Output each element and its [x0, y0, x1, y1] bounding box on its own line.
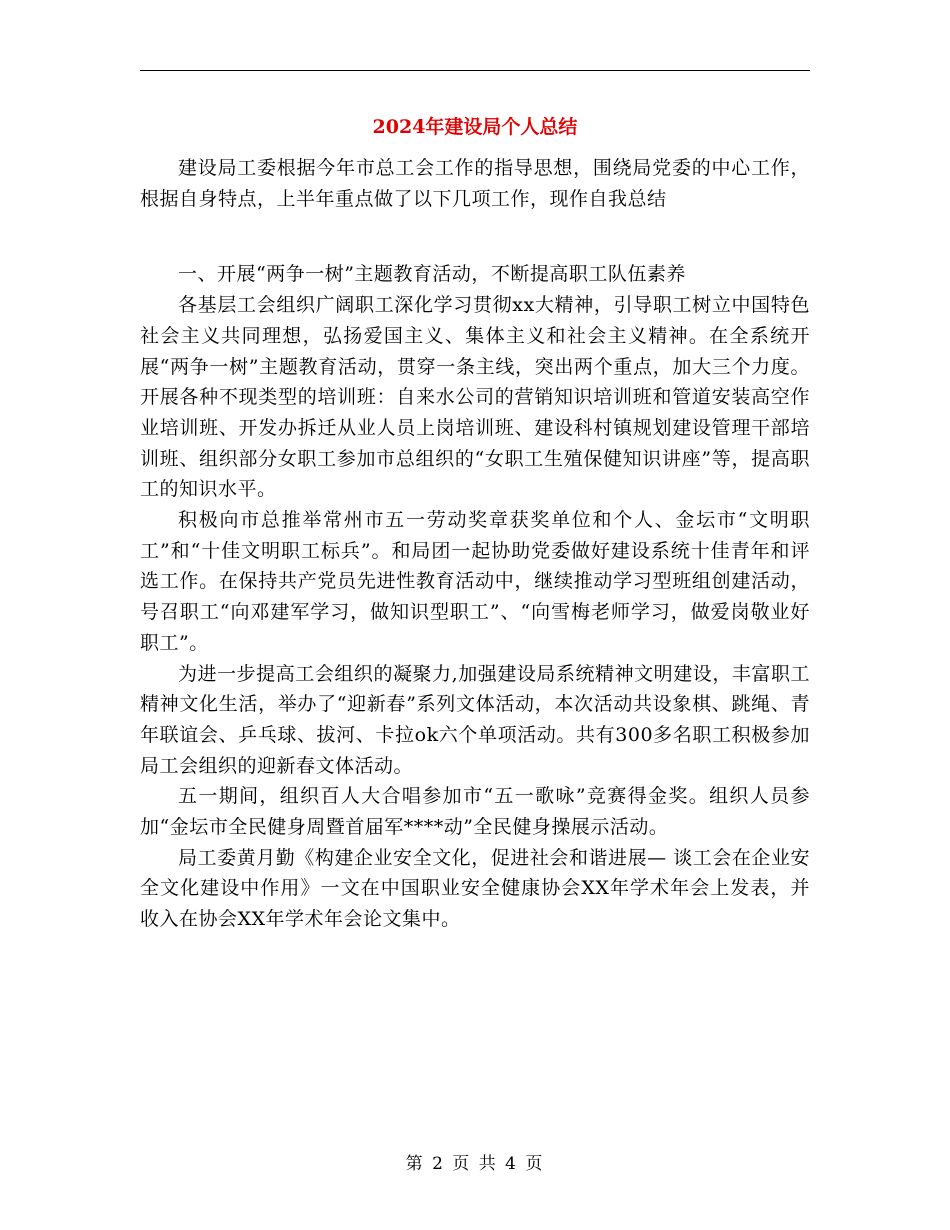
- body-paragraph: 为进一步提高工会组织的凝聚力,加强建设局系统精神文明建设，丰富职工精神文化生活，举办了“迎新春”系列文体活动，本次活动共设象棋、跳绳、青年联谊会、乒乓球、拔河、卡拉ok六个单项活动。共有300多名职工积极参加局工会组织的迎新春文体活动。: [140, 662, 810, 777]
- paragraph-spacer: [140, 214, 810, 259]
- document-body: [140, 153, 810, 935]
- body-paragraph: 各基层工会组织广阔职工深化学习贯彻xx大精神，引导职工树立中国特色社会主义共同理想，弘扬爱国主义、集体主义和社会主义精神。在全系统开展“两争一树”主题教育活动，贯穿一条主线，突出两个重点，加大三个力度。开展各种不现类型的培训班：自来水公司的营销知识培训班和管道安装高空作业培训班、开发办拆迁从业人员上岗培训班、建设科村镇规划建设管理干部培训班、组织部分女职工参加市总组织的“女职工生殖保健知识讲座”等，提高职工的知识水平。: [140, 294, 810, 501]
- page-number: 第 2 页 共 4 页: [405, 1154, 545, 1174]
- body-paragraph: 五一期间，组织百人大合唱参加市“五一歌咏”竞赛得金奖。组织人员参加“金坛市全民健身周暨首届军****动”全民健身操展示活动。: [140, 785, 810, 839]
- document-title: 2024年建设局个人总结: [372, 116, 578, 138]
- section-heading: 一、开展“两争一树”主题教育活动，不断提高职工队伍素养: [178, 263, 686, 286]
- body-paragraph: 积极向市总推举常州市五一劳动奖章获奖单位和个人、金坛市“文明职工”和“十佳文明职工标兵”。和局团一起协助党委做好建设系统十佳青年和评选工作。在保持共产党员先进性教育活动中，继续推动学习型班组创建活动，号召职工“向邓建军学习，做知识型职工”、“向雪梅老师学习，做爱岗敬业好职工”。: [140, 509, 810, 654]
- intro-paragraph: 建设局工委根据今年市总工会工作的指导思想，围绕局党委的中心工作，根据自身特点，上半年重点做了以下几项工作，现作自我总结: [140, 157, 810, 210]
- header-rule: [140, 70, 810, 71]
- body-paragraph: 局工委黄月勤《构建企业安全文化，促进社会和谐进展— 谈工会在企业安全文化建设中作用》一文在中国职业安全健康协会XX年学术年会上发表，并收入在协会XX年学术年会论文集中。: [140, 846, 810, 931]
